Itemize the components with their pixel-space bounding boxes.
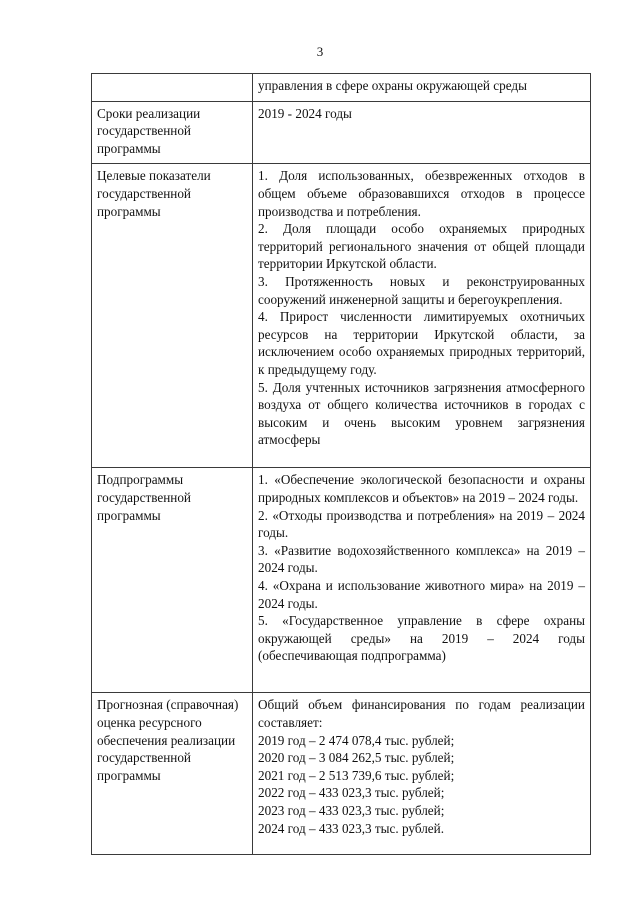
subprogram-item: 1. «Обеспечение экологической безопасности и охраны природных комплексов и объектов» на 2019 – 2024 годы. <box>258 472 585 505</box>
subprogram-item: 2. «Отходы производства и потребления» на 2019 – 2024 годы. <box>258 507 585 541</box>
indicator-item: 1. Доля использованных, обезвреженных отходов в общем объеме образовавшихся отходов в процессе производства и потребления. <box>258 168 585 219</box>
program-passport-table <box>91 73 591 855</box>
row-value <box>253 468 591 693</box>
row-label: Подпрограммы государственной программы <box>92 468 253 693</box>
row-label: Прогнозная (справочная) оценка ресурсного обеспечения реализации государственной программы <box>92 693 253 855</box>
table-row-resources <box>92 693 591 855</box>
subprogram-item: 4. «Охрана и использование животного мира» на 2019 – 2024 годы. <box>258 577 585 611</box>
indicator-item: 2. Доля площади особо охраняемых природных территорий регионального значения от общей площади территории Иркутской области. <box>258 221 585 272</box>
row-value: 2019 - 2024 годы <box>253 101 591 164</box>
table-row-period <box>92 101 591 164</box>
row-value <box>253 164 591 468</box>
table-row-subprograms <box>92 468 591 693</box>
funding-year: 2023 год – 433 023,3 тыс. рублей; <box>258 802 445 818</box>
row-value <box>253 693 591 855</box>
indicator-item: 3. Протяженность новых и реконструированных сооружений инженерной защиты и берегоукрепления. <box>258 273 585 307</box>
table-row-continuation <box>92 74 591 102</box>
funding-year: 2024 год – 433 023,3 тыс. рублей. <box>258 820 444 836</box>
funding-year: 2020 год – 3 084 262,5 тыс. рублей; <box>258 750 455 766</box>
indicator-item: 5. Доля учтенных источников загрязнения атмосферного воздуха от общего количества источников в городах с высоким и очень высоким уровнем загрязнения атмосферы <box>258 379 585 448</box>
table-row-indicators <box>92 164 591 468</box>
row-value: управления в сфере охраны окружающей среды <box>253 74 591 102</box>
funding-year: 2021 год – 2 513 739,6 тыс. рублей; <box>258 767 455 783</box>
funding-year: 2019 год – 2 474 078,4 тыс. рублей; <box>258 732 455 748</box>
funding-year: 2022 год – 433 023,3 тыс. рублей; <box>258 785 445 801</box>
row-label: Целевые показатели государственной программы <box>92 164 253 468</box>
row-label <box>92 74 253 102</box>
subprogram-item: 3. «Развитие водохозяйственного комплекса» на 2019 – 2024 годы. <box>258 542 585 576</box>
row-label: Сроки реализации государственной программы <box>92 101 253 164</box>
funding-intro: Общий объем финансирования по годам реализации составляет: <box>258 697 585 730</box>
subprogram-item: 5. «Государственное управление в сфере охраны окружающей среды» на 2019 – 2024 годы (обеспечивающая подпрограмма) <box>258 613 585 664</box>
page-number: 3 <box>316 44 324 59</box>
indicator-item: 4. Прирост численности лимитируемых охотничьих ресурсов на территории Иркутской области, за исключением особо охраняемых природных территорий, к предыдущему году. <box>258 309 585 377</box>
